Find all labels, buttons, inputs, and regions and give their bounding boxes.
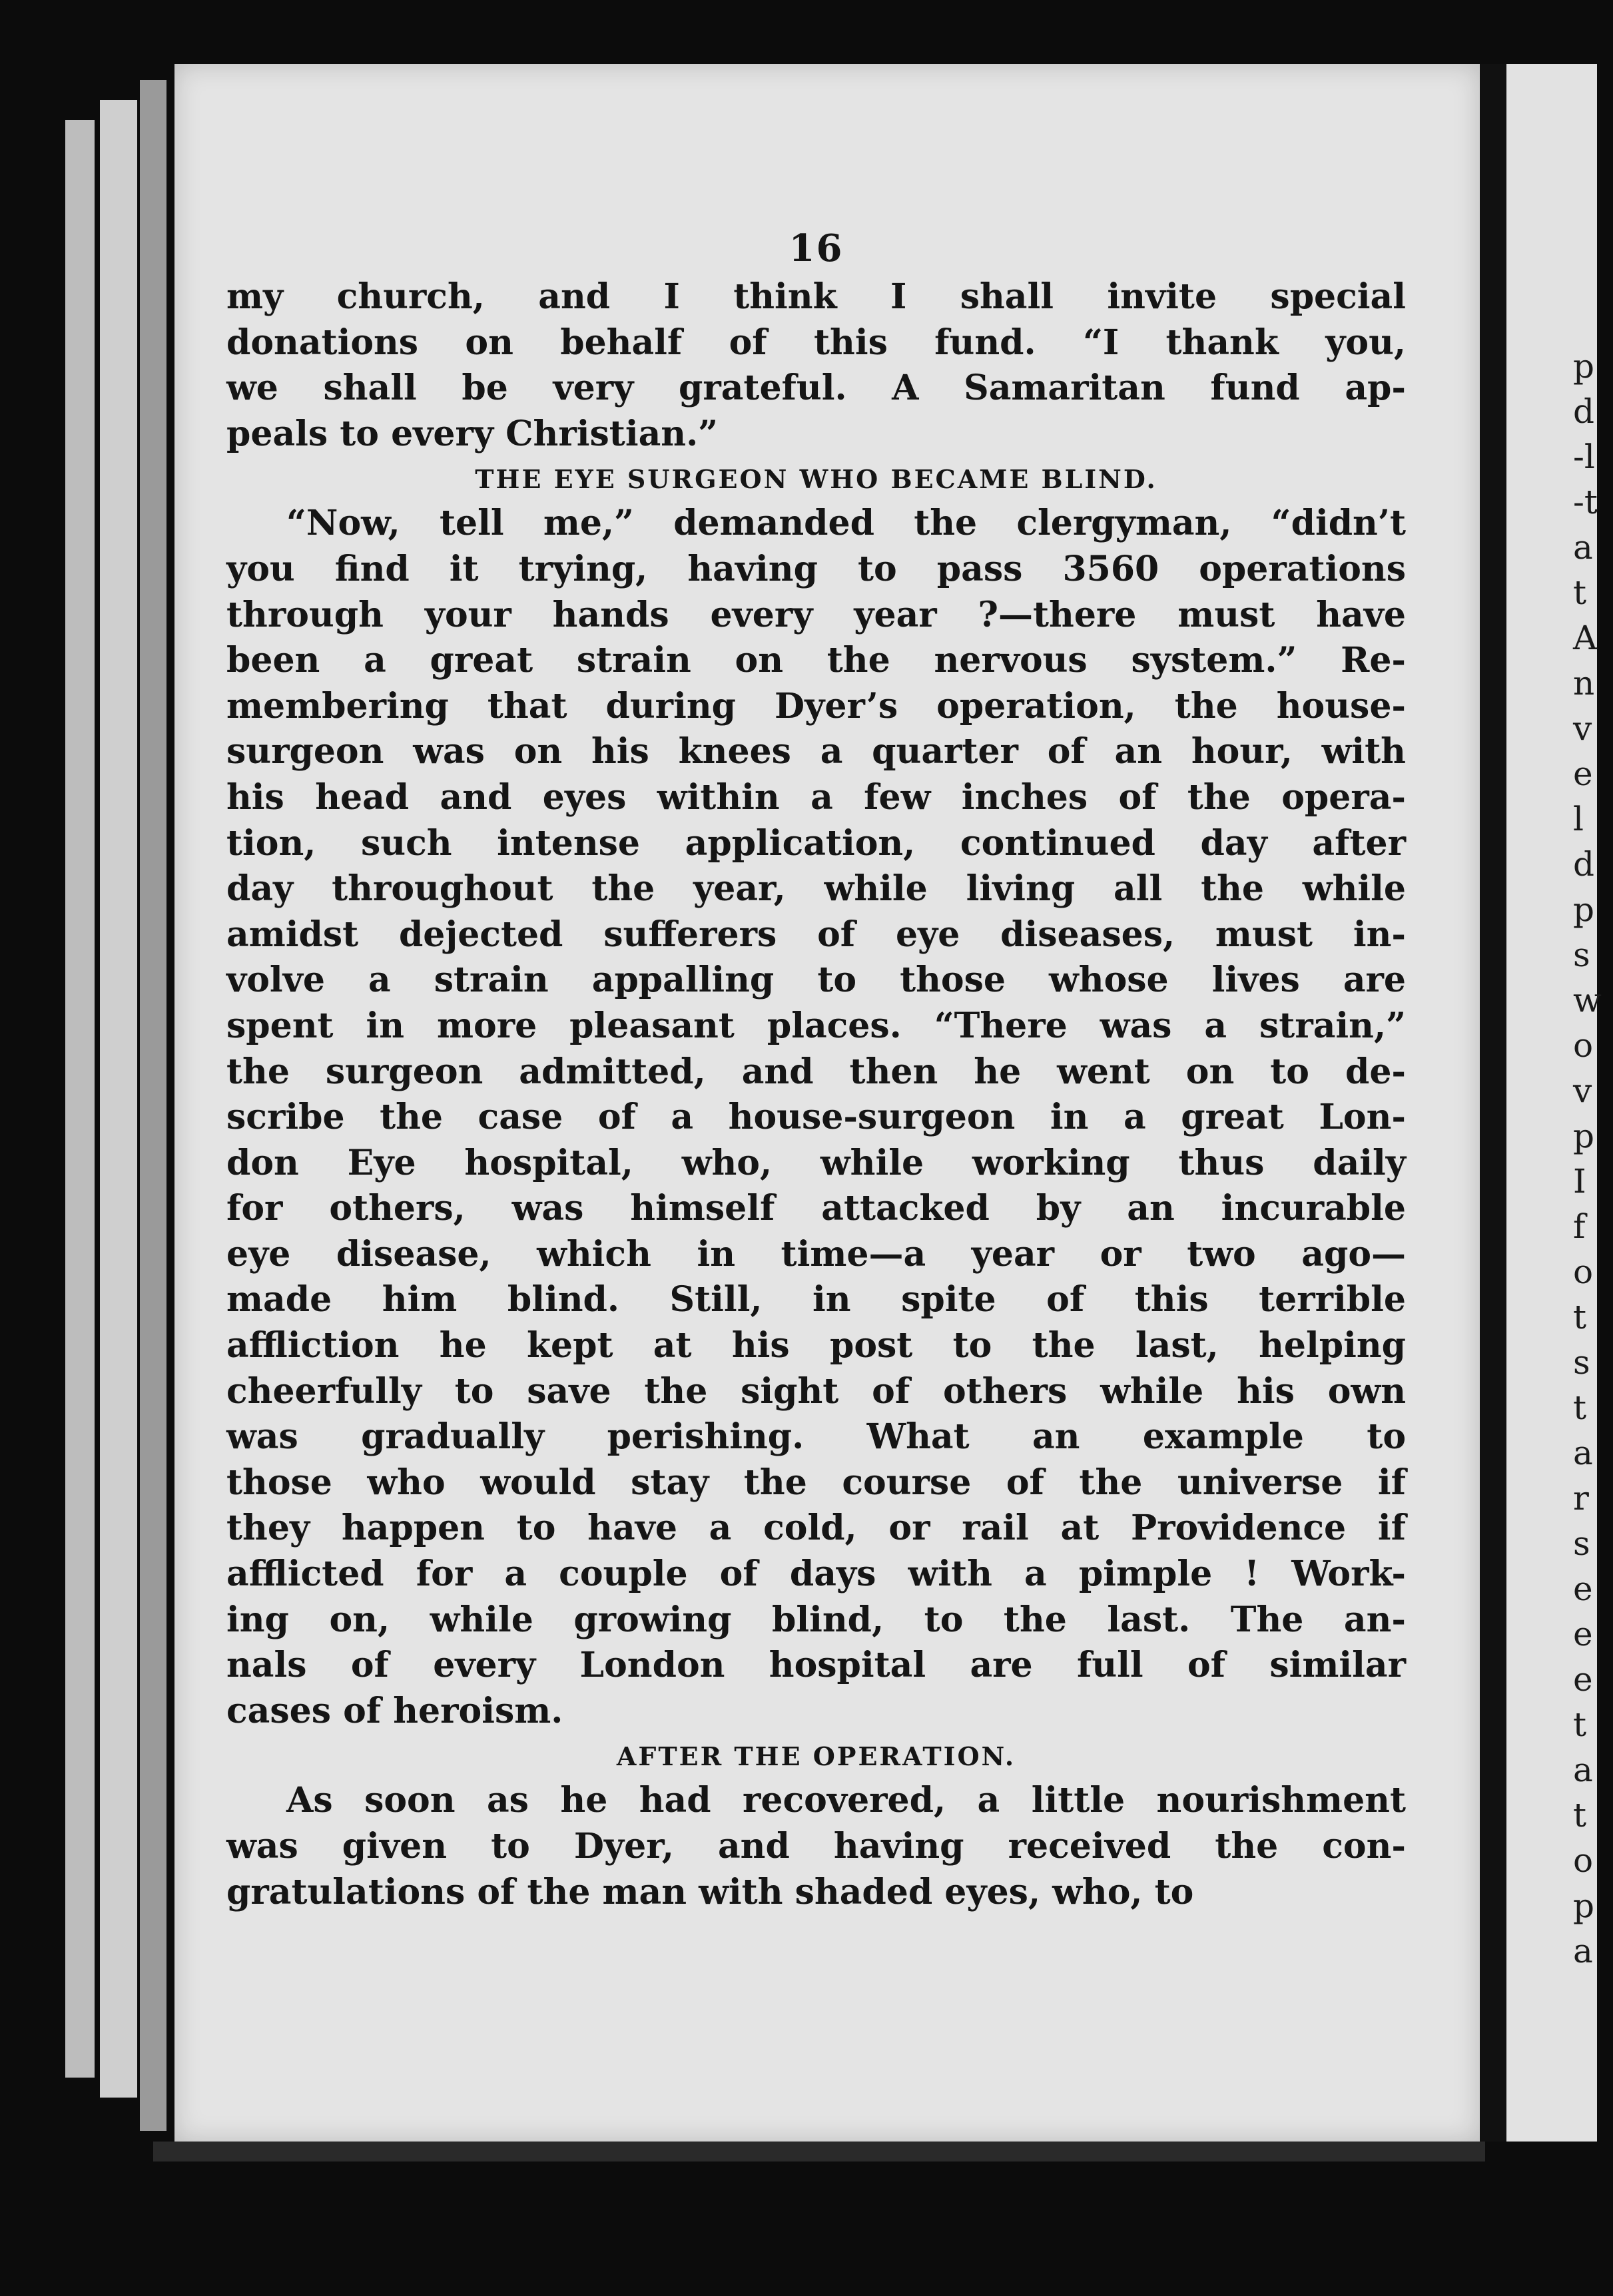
text-line: cases of heroism. [226, 1690, 563, 1731]
text-line: volve a strain appalling to those whose lives are [226, 960, 1406, 1001]
text-line: been a great strain on the nervous system.” Re- [226, 640, 1406, 681]
paragraph [226, 501, 1406, 1734]
text-line: nals of every London hospital are full of similar [226, 1645, 1406, 1686]
text-line: my church, and I think I shall invite special [226, 276, 1406, 317]
facing-page-fragment: -t [1573, 483, 1598, 521]
facing-page-fragment: a [1573, 528, 1593, 567]
page-edge [100, 100, 137, 2098]
facing-page-fragment: t [1573, 1796, 1587, 1835]
text-line: gratulations of the man with shaded eyes, who, to [226, 1871, 1194, 1912]
facing-page-fragment: t [1573, 1388, 1587, 1427]
page-number: 16 [789, 226, 844, 270]
text-line: donations on behalf of this fund. “I thank you, [226, 322, 1406, 363]
facing-page-fragment: a [1573, 1751, 1593, 1789]
text-line: day throughout the year, while living all the while [226, 868, 1406, 910]
text-line: through your hands every year ?—there must have [226, 594, 1406, 635]
text-line: for others, was himself attacked by an incurable [226, 1188, 1406, 1229]
facing-page-fragment: d [1573, 845, 1595, 884]
facing-page-fragment: p [1573, 1886, 1595, 1925]
facing-page-fragment: o [1573, 1253, 1594, 1291]
text-line: those who would stay the course of the universe if [226, 1462, 1406, 1503]
text-line: afflicted for a couple of days with a pimple ! Work- [226, 1554, 1406, 1595]
facing-page-fragment: t [1573, 573, 1587, 612]
book-bottom-edge [153, 2142, 1485, 2161]
facing-page-fragment: v [1573, 1071, 1592, 1110]
facing-page-fragment: t [1573, 1705, 1587, 1744]
facing-page-fragment: e [1573, 1615, 1593, 1653]
facing-page-fragment: p [1573, 890, 1595, 929]
facing-page-fragment: e [1573, 1570, 1593, 1608]
text-line: we shall be very grateful. A Samaritan fund ap- [226, 368, 1406, 409]
facing-page-fragment: I [1573, 1162, 1586, 1201]
facing-page-fragment: A [1573, 619, 1598, 657]
facing-page-fragment: -l [1573, 437, 1595, 476]
text-line: surgeon was on his knees a quarter of an hour, with [226, 731, 1406, 772]
text-line: As soon as he had recovered, a little nourishment [286, 1780, 1406, 1821]
text-line: don Eye hospital, who, while working thus daily [226, 1142, 1406, 1183]
facing-page-fragment: p [1573, 1117, 1595, 1155]
text-line: eye disease, which in time—a year or two ago— [226, 1233, 1406, 1275]
facing-page-text [1573, 344, 1613, 1974]
text-line: was given to Dyer, and having received the con- [226, 1826, 1406, 1866]
paragraph [226, 1778, 1406, 1915]
paragraph [226, 274, 1406, 457]
page-body [226, 274, 1406, 1915]
text-line: was gradually perishing. What an example to [226, 1416, 1406, 1458]
facing-page-fragment: e [1573, 754, 1593, 793]
page-edge [140, 80, 166, 2131]
text-line: made him blind. Still, in spite of this terrible [226, 1279, 1406, 1320]
facing-page-fragment: o [1573, 1841, 1594, 1880]
facing-page-fragment: d [1573, 392, 1595, 431]
page-text [226, 180, 1406, 1915]
facing-page-fragment: e [1573, 1660, 1593, 1699]
text-line: membering that during Dyer’s operation, the house- [226, 685, 1406, 726]
facing-page-fragment: s [1573, 936, 1590, 974]
text-line: spent in more pleasant places. “There was a strain,” [226, 1005, 1406, 1046]
page-edge [65, 120, 95, 2078]
text-line: tion, such intense application, continued day after [226, 822, 1406, 864]
text-line: affliction he kept at his post to the last, helping [226, 1325, 1406, 1366]
facing-page-fragment: o [1573, 1026, 1594, 1065]
facing-page-fragment: l [1573, 800, 1584, 838]
text-line: the surgeon admitted, and then he went on to de- [226, 1051, 1406, 1092]
facing-page-fragment: s [1573, 1524, 1590, 1563]
facing-page-fragment: w [1573, 981, 1602, 1019]
text-line: peals to every Christian.” [226, 413, 719, 454]
book-gutter [1480, 64, 1506, 2142]
text-line: “Now, tell me,” demanded the clergyman, “didn’t [286, 503, 1406, 544]
facing-page-fragment: a [1573, 1434, 1593, 1472]
text-line: they happen to have a cold, or rail at Providence if [226, 1508, 1406, 1549]
facing-page-fragment: n [1573, 664, 1595, 703]
facing-page-fragment: r [1573, 1479, 1589, 1518]
section-heading: THE EYE SURGEON WHO BECAME BLIND. [475, 464, 1157, 495]
facing-page-fragment: t [1573, 1298, 1587, 1336]
text-line: cheerfully to save the sight of others while his own [226, 1370, 1406, 1412]
facing-page [1506, 64, 1602, 2142]
text-line: amidst dejected sufferers of eye diseases, must in- [226, 914, 1406, 955]
text-line: ing on, while growing blind, to the last. The an- [226, 1599, 1406, 1640]
text-line: scribe the case of a house-surgeon in a great Lon- [226, 1097, 1406, 1138]
facing-page-fragment: s [1573, 1343, 1590, 1382]
facing-page-fragment: v [1573, 709, 1592, 748]
facing-page-fragment: p [1573, 347, 1595, 386]
section-heading: AFTER THE OPERATION. [616, 1741, 1016, 1772]
text-line: his head and eyes within a few inches of the opera- [226, 776, 1406, 818]
text-line: you find it trying, having to pass 3560 operations [226, 548, 1406, 589]
facing-page-fragment: f [1573, 1207, 1586, 1246]
facing-page-fragment: a [1573, 1932, 1593, 1970]
